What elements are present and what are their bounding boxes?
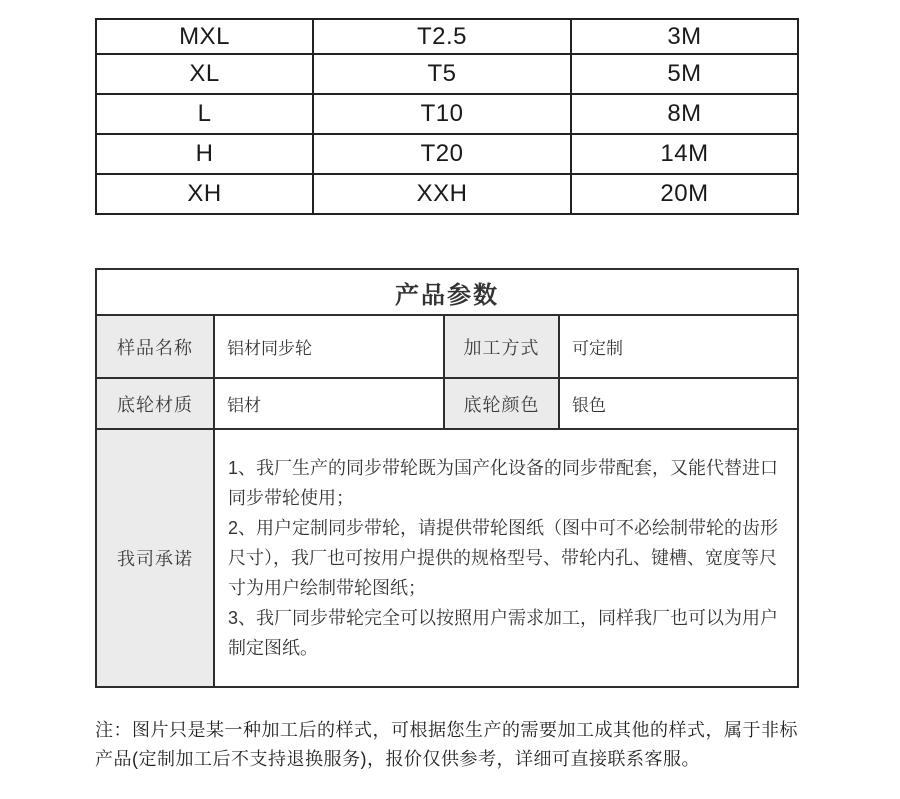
size-cell: 20M <box>571 174 798 214</box>
size-cell: T5 <box>313 54 571 94</box>
promise-item-3: 3、我厂同步带轮完全可以按照用户需求加工，同样我厂也可以为用户制定图纸。 <box>228 608 779 658</box>
size-cell: 5M <box>571 54 798 94</box>
size-cell: T2.5 <box>313 19 571 54</box>
param-label-processing: 加工方式 <box>444 315 559 378</box>
size-cell: XL <box>96 54 313 94</box>
size-cell: MXL <box>96 19 313 54</box>
table-row <box>96 54 798 94</box>
table-row <box>96 315 798 378</box>
product-params-table <box>95 268 799 688</box>
product-params-table-body <box>96 269 798 687</box>
table-row <box>96 378 798 429</box>
table-row <box>96 134 798 174</box>
table-row <box>96 94 798 134</box>
param-value-material: 铝材 <box>214 378 444 429</box>
param-label-promise: 我司承诺 <box>96 429 214 687</box>
param-value-color: 银色 <box>559 378 798 429</box>
param-label-sample-name: 样品名称 <box>96 315 214 378</box>
size-cell: L <box>96 94 313 134</box>
size-cell: 14M <box>571 134 798 174</box>
size-cell: 3M <box>571 19 798 54</box>
table-row <box>96 19 798 54</box>
params-title-row <box>96 269 798 315</box>
disclaimer-note: 注：图片只是某一种加工后的样式，可根据您生产的需要加工成其他的样式，属于非标产品(定制加工后不支持退换服务)，报价仅供参考，详细可直接联系客服。 <box>95 720 798 769</box>
param-value-processing: 可定制 <box>559 315 798 378</box>
params-table-title: 产品参数 <box>96 269 798 315</box>
size-cell: T10 <box>313 94 571 134</box>
promise-item-2: 2、用户定制同步带轮，请提供带轮图纸（图中可不必绘制带轮的齿形尺寸），我厂也可按用户提供的规格型号、带轮内孔、键槽、宽度等尺寸为用户绘制带轮图纸； <box>228 518 779 598</box>
param-label-color: 底轮颜色 <box>444 378 559 429</box>
param-value-sample-name: 铝材同步轮 <box>214 315 444 378</box>
table-row <box>96 174 798 214</box>
promise-item-1: 1、我厂生产的同步带轮既为国产化设备的同步带配套，又能代替进口同步带轮使用； <box>228 458 779 508</box>
size-cell: XXH <box>313 174 571 214</box>
param-label-material: 底轮材质 <box>96 378 214 429</box>
belt-size-table-body <box>96 19 798 214</box>
belt-size-table <box>95 18 799 215</box>
size-cell: H <box>96 134 313 174</box>
size-cell: XH <box>96 174 313 214</box>
size-cell: T20 <box>313 134 571 174</box>
size-cell: 8M <box>571 94 798 134</box>
table-row <box>96 429 798 687</box>
param-value-promise <box>214 429 798 687</box>
